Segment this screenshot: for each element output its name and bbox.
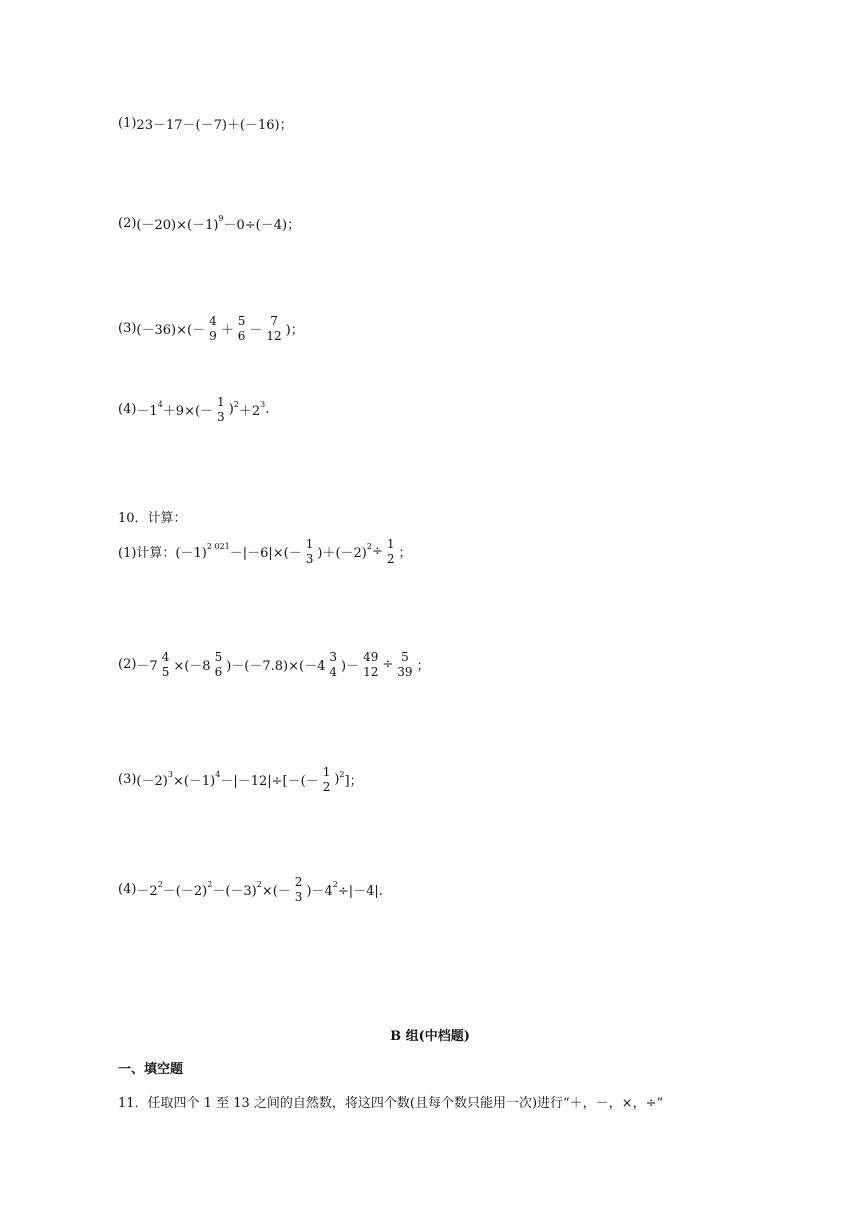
part1-title-text: 一、填空题: [118, 1062, 184, 1077]
fraction: [213, 651, 225, 678]
exponent: 2: [233, 400, 239, 409]
denominator: 2: [322, 780, 331, 794]
q11-text: [118, 1092, 663, 1111]
q9-part2: [118, 214, 300, 233]
denominator: 3: [294, 890, 303, 904]
denominator: 6: [237, 329, 246, 343]
fraction: [327, 651, 339, 678]
expr-text: )－: [341, 659, 360, 674]
fraction: [361, 651, 380, 678]
expr-text: .: [265, 402, 270, 417]
expr-text: ＋9×(－: [162, 404, 214, 419]
denominator: 6: [214, 665, 223, 679]
fraction: [160, 651, 172, 678]
expr-text: －1: [136, 404, 158, 419]
numerator: 5: [237, 314, 246, 328]
exponent: 2: [207, 880, 213, 889]
q10-part4-label: (4): [118, 882, 137, 897]
numerator: 4: [209, 314, 217, 328]
exponent: 3: [260, 400, 266, 409]
q9-part1-expression: 23－17－(－7)＋(－16)；: [136, 118, 293, 133]
expr-text: ): [228, 402, 234, 417]
q9-part4-label: (4): [118, 402, 137, 417]
numerator: 4: [161, 650, 170, 664]
expr-text: －|－12|÷[－(－: [220, 774, 319, 789]
expr-text: －2: [136, 884, 158, 899]
q10-part1: [118, 538, 412, 565]
expr-text: ；: [416, 659, 430, 674]
expr-text: ×(－: [261, 884, 291, 899]
exponent: 2: [366, 542, 372, 551]
fraction: [236, 315, 248, 342]
expr-text: )－4: [306, 884, 333, 899]
denominator: 3: [305, 552, 314, 566]
denominator: 5: [161, 665, 170, 679]
q9-part2-exponent: 9: [218, 214, 224, 223]
expr-text: ×(－1): [172, 774, 216, 789]
denominator: 12: [266, 329, 282, 343]
q11-text-span: 11．任取四个 1 至 13 之间的自然数，将这四个数(且每个数只能用一次)进行“＋，－，×，÷”: [118, 1096, 664, 1111]
expr-text: ÷: [371, 544, 383, 559]
expr-text: ×(－8: [173, 659, 211, 674]
denominator: 2: [386, 552, 395, 566]
expr-text: ÷: [382, 657, 394, 672]
denominator: 3: [217, 410, 225, 424]
numerator: 5: [214, 650, 223, 664]
expr-text: ＋2: [238, 404, 261, 419]
expr-text: ): [334, 772, 340, 787]
q10-part4: [118, 876, 383, 903]
exponent: 2: [332, 880, 338, 889]
q10-part1-label: (1)计算：: [118, 546, 176, 561]
expr-text: －(－2): [162, 884, 208, 899]
fraction: [304, 538, 316, 565]
numerator: 3: [329, 650, 338, 664]
numerator: 1: [322, 765, 331, 779]
fraction: [207, 315, 219, 342]
fraction: [215, 396, 227, 423]
exponent: 2 021: [206, 542, 230, 551]
part1-title: [118, 1058, 183, 1077]
q10-part3: [118, 766, 363, 793]
fraction: [264, 315, 283, 342]
q10-title: [118, 507, 187, 526]
exponent: 2: [339, 770, 345, 779]
fraction: [321, 766, 333, 793]
numerator: 1: [305, 537, 314, 551]
q10-part2: [118, 651, 430, 678]
numerator: 1: [217, 395, 225, 409]
q9-part4: [118, 396, 269, 423]
operator: ＋: [220, 323, 234, 338]
numerator: 5: [401, 650, 409, 664]
fraction: [395, 651, 414, 678]
expr-text: )－(－7.8)×(－4: [226, 659, 326, 674]
expr-text: ；: [398, 546, 412, 561]
q10-title-text: 10．计算：: [118, 511, 187, 526]
q9-part1-label: (1): [118, 116, 137, 131]
exponent: 2: [256, 880, 262, 889]
denominator: 9: [209, 329, 217, 343]
fraction: [385, 538, 397, 565]
numerator: 49: [363, 650, 379, 664]
section-b-title: B 组(中档题): [390, 1029, 470, 1044]
q9-part2-expr-a: (－20)×(－1): [136, 218, 219, 233]
expr-text: (－2): [136, 774, 168, 789]
expr-text: －(－3): [212, 884, 257, 899]
exponent: 4: [157, 400, 163, 409]
numerator: 7: [270, 314, 278, 328]
exponent: 2: [157, 880, 163, 889]
q10-part2-label: (2): [118, 657, 137, 672]
q9-part2-label: (2): [118, 216, 137, 231]
expr-text: (－1): [175, 546, 207, 561]
numerator: 2: [294, 875, 303, 889]
q10-part3-label: (3): [118, 772, 137, 787]
q9-part3-label: (3): [118, 321, 137, 336]
q9-part1: [118, 114, 293, 133]
q9-part3-expr-a: (－36)×(－: [136, 323, 206, 338]
numerator: 1: [386, 537, 395, 551]
fraction: [293, 876, 305, 903]
expr-text: ÷|－4|.: [337, 884, 383, 899]
q9-part3-end: )；: [285, 323, 304, 338]
q9-part2-expr-b: －0÷(－4)；: [223, 218, 301, 233]
denominator: 12: [363, 665, 379, 679]
denominator: 4: [329, 665, 338, 679]
exponent: 3: [167, 770, 173, 779]
denominator: 39: [397, 665, 413, 679]
q9-part3: [118, 315, 304, 342]
expr-text: ]；: [344, 774, 363, 789]
expr-text: －|－6|×(－: [229, 546, 302, 561]
operator: －: [249, 323, 263, 338]
expr-text: )＋(－2): [317, 546, 367, 561]
expr-text: －7: [136, 659, 158, 674]
exponent: 4: [215, 770, 221, 779]
